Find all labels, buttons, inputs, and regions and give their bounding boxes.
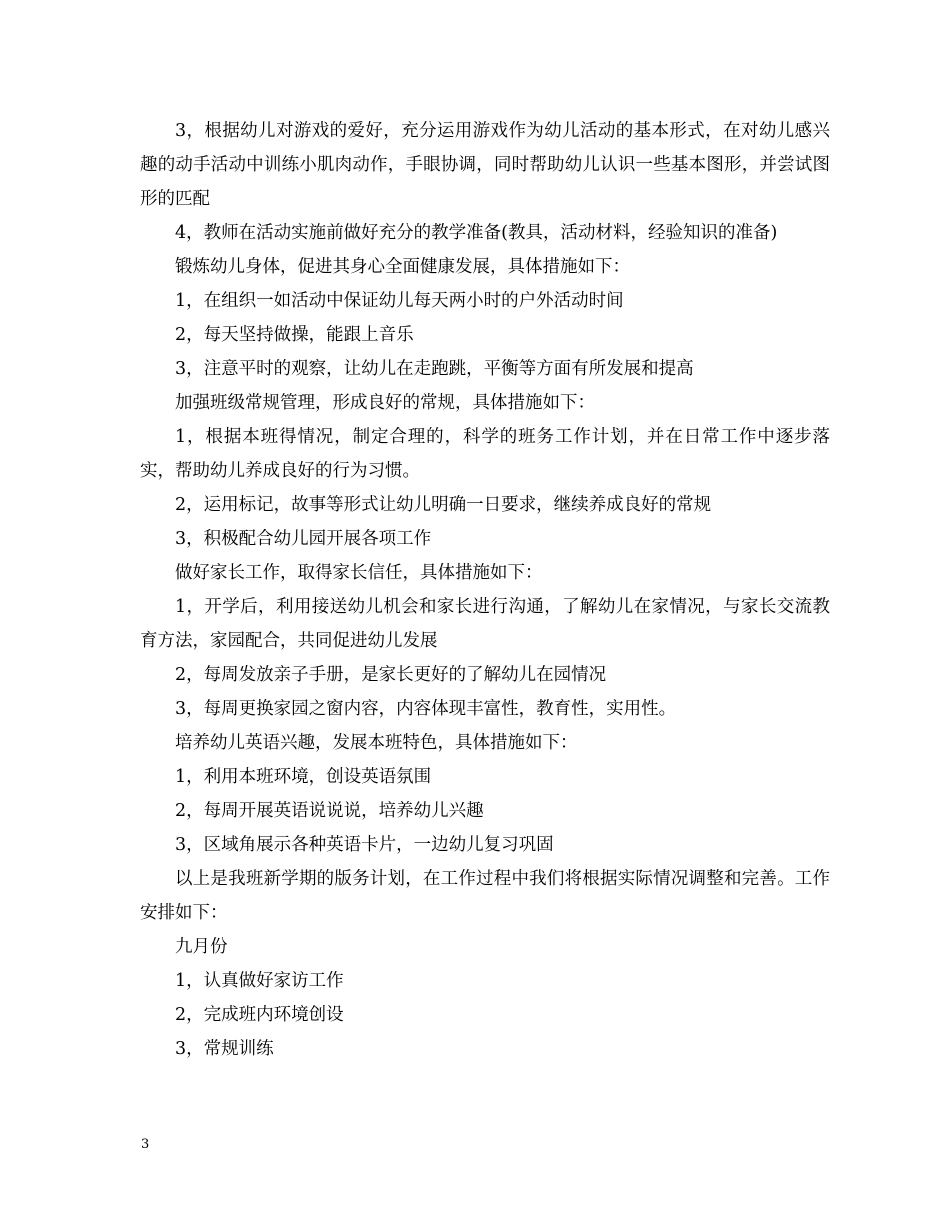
paragraph: 培养幼儿英语兴趣，发展本班特色，具体措施如下： bbox=[175, 733, 578, 753]
paragraph: 4，教师在活动实施前做好充分的教学准备(教具，活动材料，经验知识的准备) bbox=[175, 223, 778, 243]
paragraph: 九月份 bbox=[175, 937, 228, 957]
paragraph: 3，区域角展示各种英语卡片，一边幼儿复习巩固 bbox=[175, 835, 554, 855]
paragraph: 做好家长工作，取得家长信任，具体措施如下： bbox=[175, 563, 543, 583]
paragraph: 2，每周发放亲子手册，是家长更好的了解幼儿在园情况 bbox=[175, 665, 607, 685]
paragraph: 1，根据本班得情况，制定合理的，科学的班务工作计划，并在日常工作中逐步落实，帮助幼儿养成良好的行为习惯。 bbox=[140, 427, 830, 481]
paragraph: 1，利用本班环境，创设英语氛围 bbox=[175, 767, 432, 787]
paragraph: 3，常规训练 bbox=[175, 1039, 274, 1059]
paragraph: 3，积极配合幼儿园开展各项工作 bbox=[175, 529, 432, 549]
paragraph: 3，每周更换家园之窗内容，内容体现丰富性，教育性，实用性。 bbox=[175, 699, 677, 719]
paragraph: 3，注意平时的观察，让幼儿在走跑跳，平衡等方面有所发展和提高 bbox=[175, 359, 694, 379]
paragraph: 2，每天坚持做操，能跟上音乐 bbox=[175, 325, 414, 345]
paragraph: 2，完成班内环境创设 bbox=[175, 1005, 344, 1025]
paragraph: 2，每周开展英语说说说，培养幼儿兴趣 bbox=[175, 801, 484, 821]
document-body bbox=[140, 114, 830, 1066]
paragraph: 2，运用标记，故事等形式让幼儿明确一日要求，继续养成良好的常规 bbox=[175, 495, 712, 515]
paragraph: 1，开学后，利用接送幼儿机会和家长进行沟通，了解幼儿在家情况，与家长交流教育方法，家园配合，共同促进幼儿发展 bbox=[140, 597, 830, 651]
paragraph: 1，认真做好家访工作 bbox=[175, 971, 344, 991]
paragraph: 3，根据幼儿对游戏的爱好，充分运用游戏作为幼儿活动的基本形式，在对幼儿感兴趣的动手活动中训练小肌肉动作，手眼协调，同时帮助幼儿认识一些基本图形，并尝试图形的匹配 bbox=[140, 121, 830, 209]
paragraph: 以上是我班新学期的版务计划，在工作过程中我们将根据实际情况调整和完善。工作安排如下： bbox=[140, 869, 830, 923]
page-number: 3 bbox=[141, 1137, 150, 1152]
paragraph: 加强班级常规管理，形成良好的常规，具体措施如下： bbox=[175, 393, 595, 413]
paragraph: 锻炼幼儿身体，促进其身心全面健康发展，具体措施如下： bbox=[175, 257, 630, 277]
paragraph: 1，在组织一如活动中保证幼儿每天两小时的户外活动时间 bbox=[175, 291, 624, 311]
